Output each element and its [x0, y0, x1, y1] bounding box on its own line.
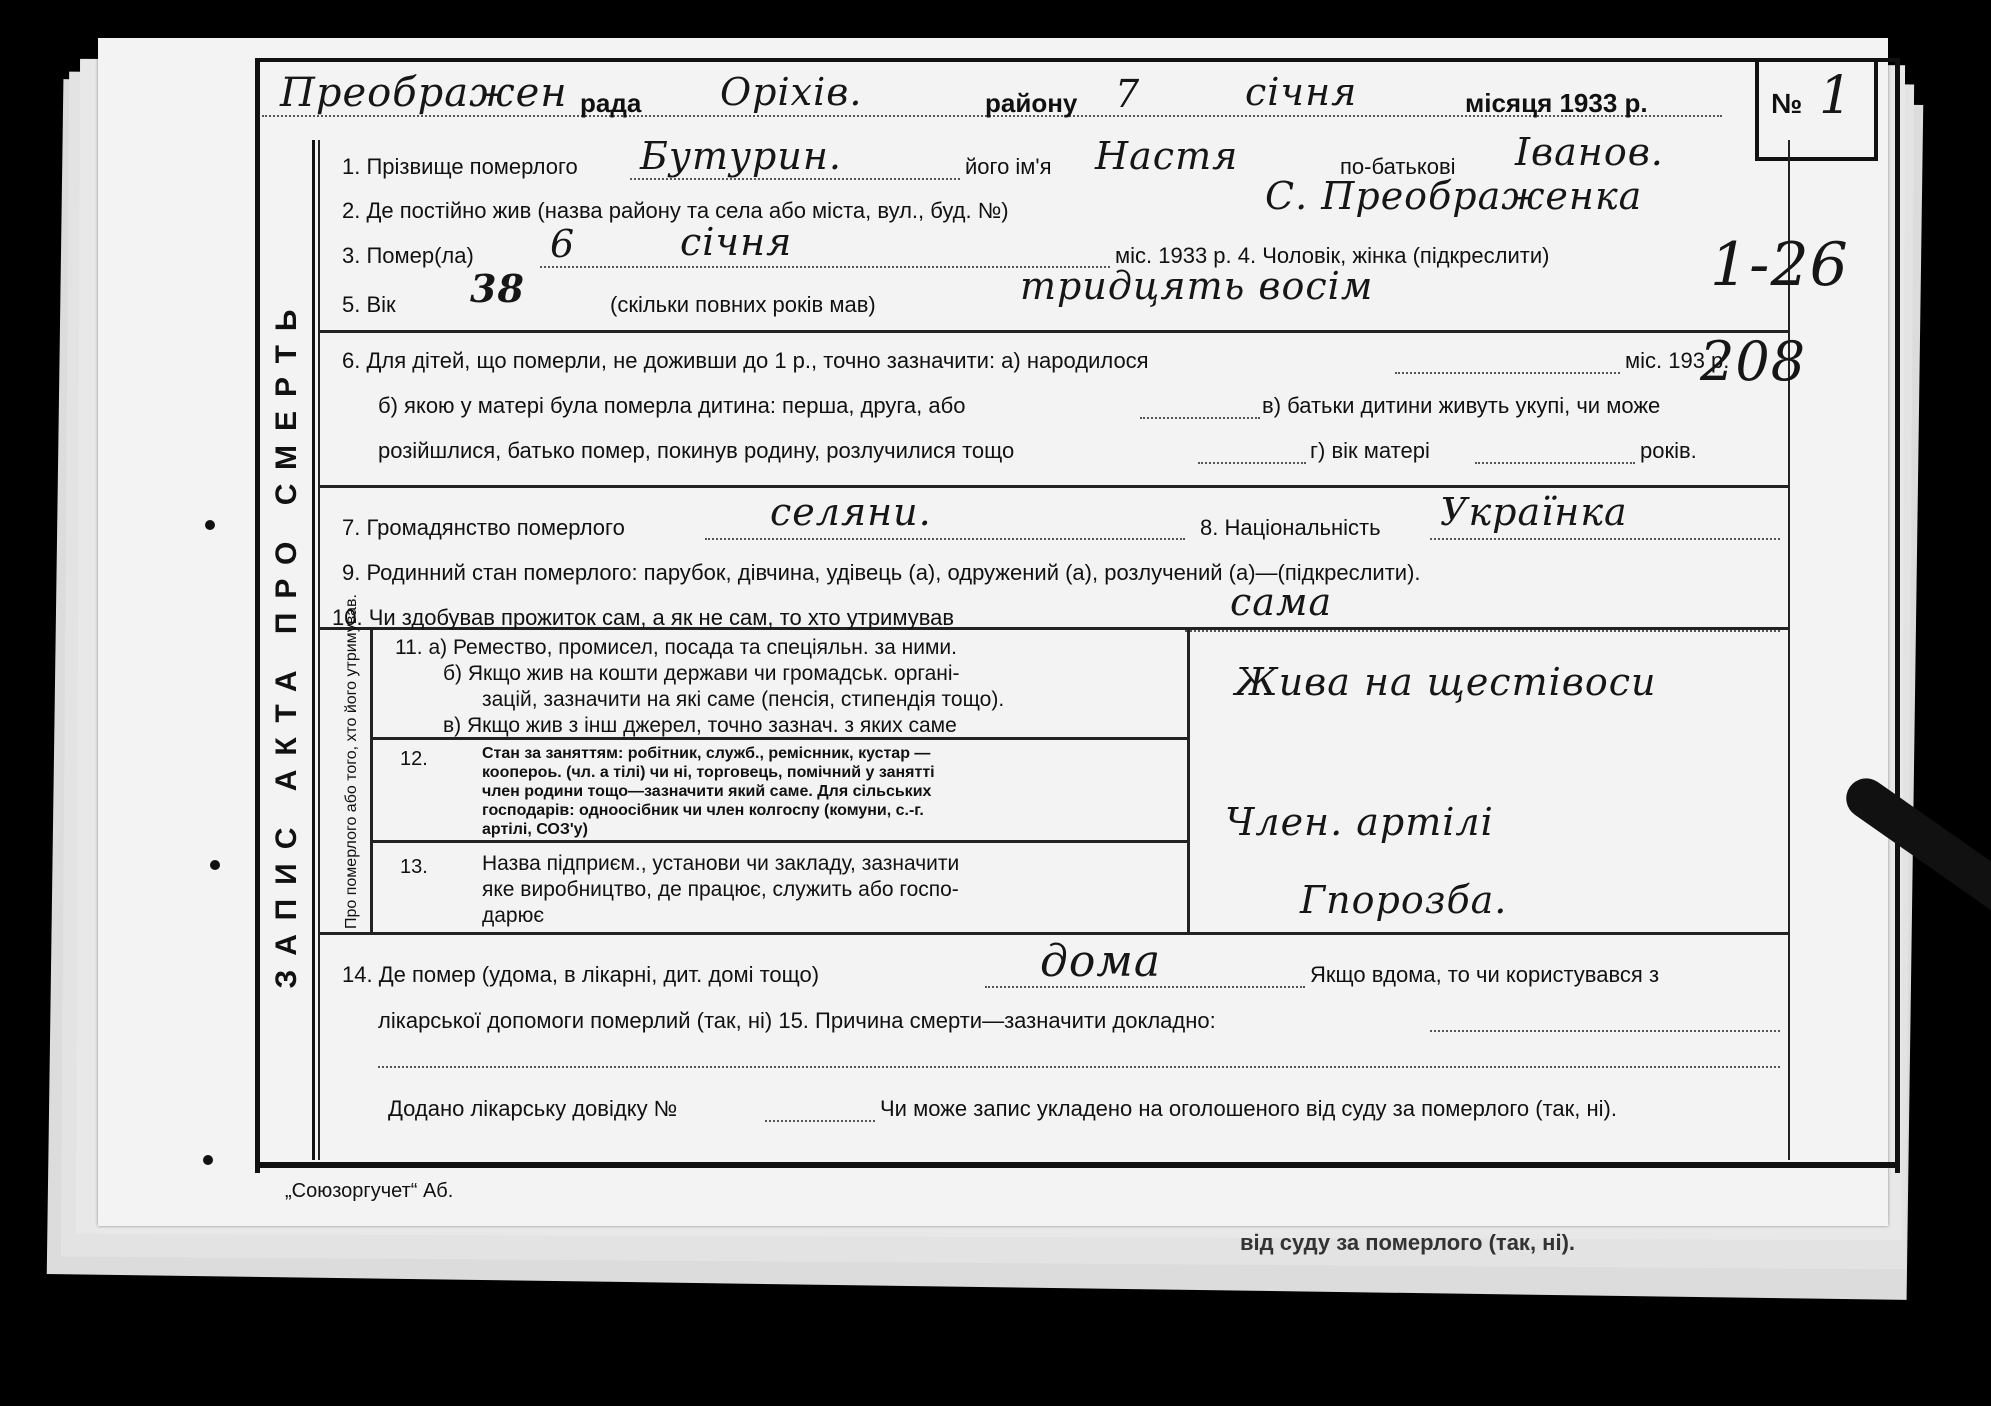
- cause-line-2: [378, 1066, 1780, 1068]
- margin-note-2: 208: [1700, 330, 1807, 393]
- top-rule: [255, 58, 1895, 62]
- death-month: січня: [680, 220, 793, 264]
- underlying-sheet-text: від суду за померлого (так, ні).: [1240, 1230, 1576, 1255]
- village-name: Преображен: [280, 70, 568, 116]
- citizenship-line: [705, 538, 1185, 540]
- column-divider: [370, 627, 373, 932]
- died-label: 3. Помер(ла): [342, 243, 474, 268]
- citizenship-label: 7. Громадянство померлого: [342, 515, 625, 540]
- medical-cert-label: Додано лікарську довідку №: [388, 1096, 678, 1121]
- occupation-b2: зацій, зазначити на які саме (пенсія, стипендія тощо).: [482, 688, 1005, 711]
- sidebar-title: ЗАПИС АКТА ПРО СМЕРТЬ: [270, 295, 303, 989]
- age-label: 5. Вік: [342, 292, 396, 317]
- workplace-text-2: яке виробництво, де працює, служить або госпо-: [482, 878, 959, 901]
- child-born-year: міс. 193 р.: [1625, 348, 1730, 373]
- marital-status: 9. Родинний стан померлого: парубок, дівчина, удівець (а), одружений (а), розлучений (а)—(підкреслити).: [342, 560, 1421, 585]
- support-value: сама: [1230, 580, 1333, 624]
- workplace-number: 13.: [400, 856, 428, 878]
- death-place-line: [985, 986, 1305, 988]
- status-text-4: господарів: одноосібник чи член колгоспу (комуни, с.-г.: [482, 802, 924, 819]
- status-text-2: коопероь. (чл. а тілі) чи ні, торговець, помічний у занятті: [482, 764, 935, 781]
- workplace-text-1: Назва підприєм., установи чи закладу, зазначити: [482, 852, 960, 875]
- mother-age-label: г) вік матері: [1310, 438, 1430, 463]
- status-number: 12.: [400, 748, 428, 770]
- cause-label: лікарської допомоги померлий (так, ні) 15. Причина смерти—зазначити докладно:: [378, 1008, 1216, 1033]
- surname-label: 1. Прізвище померлого: [342, 154, 578, 179]
- home-question: Якщо вдома, то чи користувався з: [1310, 962, 1660, 987]
- age-words: тридцять восім: [1020, 264, 1374, 308]
- punch-hole: [205, 520, 215, 530]
- rayonu-label: району: [985, 88, 1078, 118]
- status-text-3: член родини тощо—зазначити який саме. Для сільських: [482, 783, 932, 800]
- parents-label: в) батьки дитини живуть укупі, чи може: [1262, 393, 1661, 418]
- occupation-b1: б) Якщо жив на кошти держави чи громадськ. органі-: [443, 662, 960, 685]
- column-divider: [1187, 627, 1190, 932]
- occupation-value: Жива на щестівоси: [1235, 660, 1657, 704]
- section-vertical-label: Про померлого або того, хто його утримував.: [343, 593, 360, 929]
- surname-value: Бутурин.: [640, 134, 842, 178]
- name-label: його ім'я: [965, 154, 1052, 179]
- occupation-v: в) Якщо жив з інш джерел, точно зазнач. з яких саме: [443, 714, 957, 737]
- parents-status-line: [1198, 462, 1306, 464]
- residence-label: 2. Де постійно жив (назва району та села або міста, вул., буд. №): [342, 198, 1009, 223]
- mother-age-line: [1475, 462, 1635, 464]
- number-label: №: [1771, 88, 1803, 119]
- child-order-label: б) якою у матері була померла дитина: перша, друга, або: [378, 393, 966, 418]
- patronymic-label: по-батькові: [1340, 154, 1456, 179]
- day-value: 7: [1115, 72, 1141, 116]
- year-label: місяця 1933 р.: [1465, 88, 1648, 118]
- death-place-label: 14. Де помер (удома, в лікарні, дит. домі тощо): [342, 962, 820, 987]
- workplace-value: Гпорозба.: [1300, 878, 1508, 922]
- death-place-value: дома: [1040, 936, 1162, 987]
- status-text-5: артілі, СОЗ'у): [482, 821, 588, 838]
- bottom-rule: [255, 1162, 1895, 1168]
- printer-mark: „Союзоргучет“ Аб.: [285, 1180, 454, 1202]
- sidebar: [262, 140, 315, 1160]
- age-note: (скільки повних років мав): [610, 292, 876, 317]
- punch-hole: [210, 860, 220, 870]
- mother-age-unit: років.: [1640, 438, 1697, 463]
- punch-hole: [203, 1155, 213, 1165]
- residence-value: С. Преображенка: [1265, 174, 1643, 218]
- section-divider: [320, 932, 1788, 935]
- status-value: Член. артілі: [1225, 800, 1494, 844]
- rayon-name: Оріхів.: [720, 70, 863, 114]
- age-value: 38: [470, 266, 525, 311]
- nationality-value: Українка: [1440, 490, 1628, 534]
- section-divider: [320, 330, 1788, 333]
- workplace-text-3: дарює: [482, 904, 545, 927]
- death-day: 6: [550, 222, 576, 266]
- margin-note: 1-26: [1710, 230, 1849, 300]
- support-line: [1185, 630, 1780, 632]
- occupation-a: 11. а) Ремество, промисел, посада та спеціяльн. за ними.: [395, 636, 957, 659]
- number-value: 1: [1819, 66, 1854, 126]
- surname-line: [630, 178, 960, 180]
- status-text-1: Стан за заняттям: робітник, служб., реміснник, кустар —: [482, 745, 931, 762]
- child-born-line: [1395, 372, 1620, 374]
- cause-line: [1430, 1030, 1780, 1032]
- rada-label: рада: [580, 88, 642, 118]
- court-question: Чи може запис укладено на оголошеного від суду за померлого (так, ні).: [880, 1096, 1617, 1121]
- nationality-line: [1430, 538, 1780, 540]
- section-divider: [370, 840, 1187, 843]
- parents-status-label: розійшлися, батько помер, покинув родину, розлучилися тощо: [378, 438, 1015, 463]
- patronymic-value: Іванов.: [1515, 130, 1664, 174]
- child-born-label: 6. Для дітей, що померли, не доживши до 1 р., точно зазначити: а) народилося: [342, 348, 1149, 373]
- child-order-line: [1140, 417, 1260, 419]
- medical-cert-line: [765, 1120, 875, 1122]
- support-label: 10. Чи здобував прожиток сам, а як не сам, то хто утримував: [332, 605, 955, 630]
- nationality-label: 8. Національність: [1200, 515, 1381, 540]
- citizenship-value: селяни.: [770, 490, 932, 534]
- month-value: січня: [1245, 70, 1358, 114]
- section-divider: [320, 485, 1788, 488]
- name-value: Настя: [1095, 134, 1239, 178]
- death-year-sex: міс. 1933 р. 4. Чоловік, жінка (підкреслити): [1115, 243, 1550, 268]
